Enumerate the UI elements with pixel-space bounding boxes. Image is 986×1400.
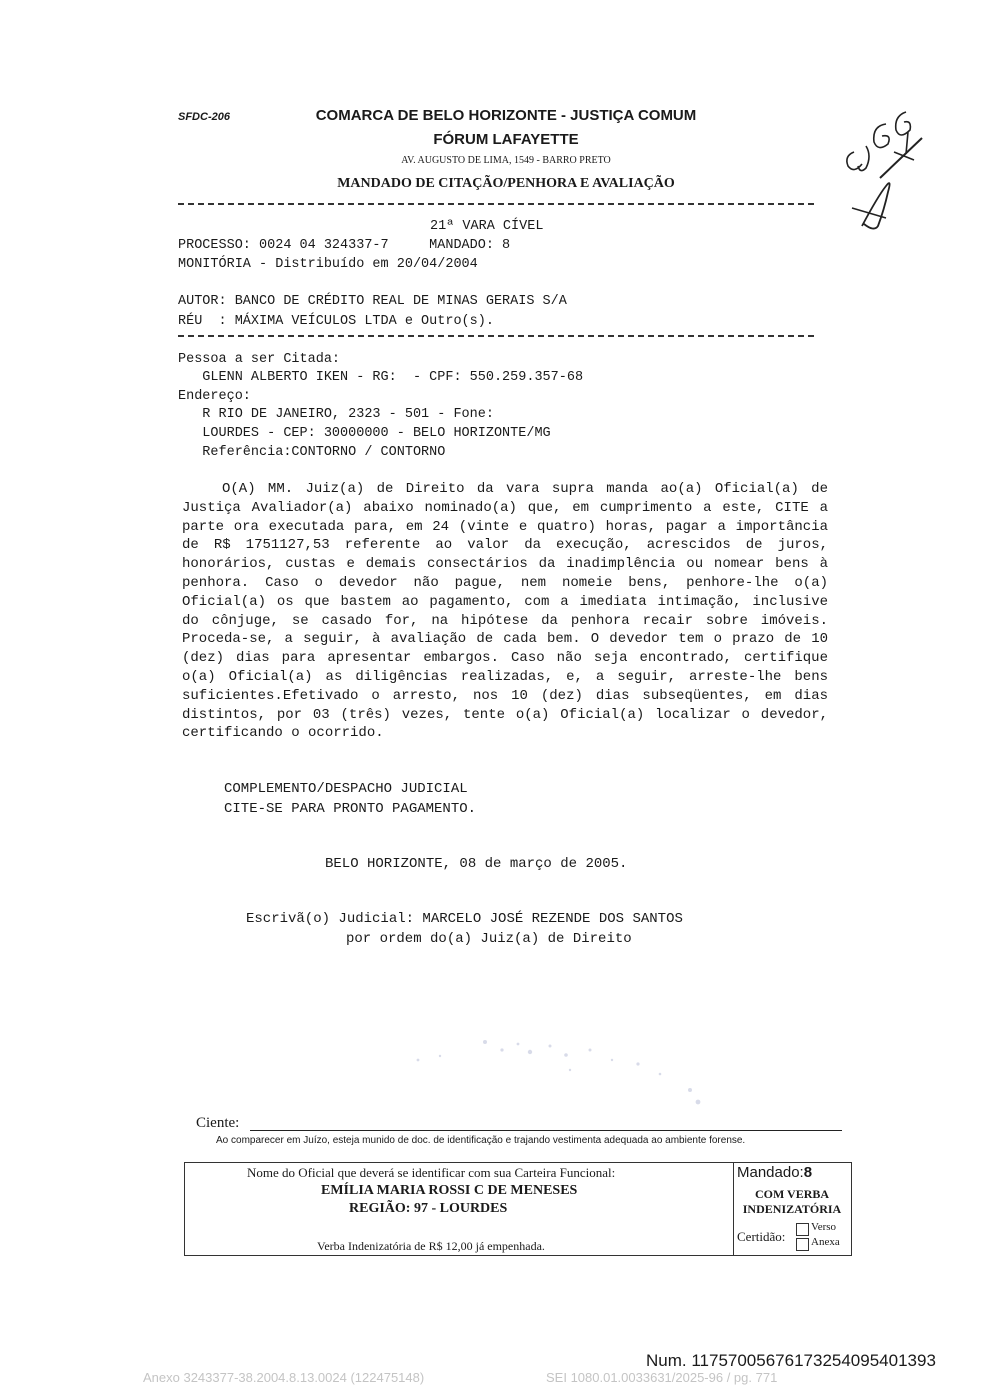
ciente-signature-line (250, 1130, 842, 1131)
mandate-paragraph: O(A) MM. Juiz(a) de Direito da vara supra manda ao(a) Oficial(a) de Justiça Avaliador(a) abaixo nominado(a) que, em cumprimento a este, CITE a parte ora executada para, em 24 (vinte e quatro) horas, pagar a importância de R$ 1751127,53 referente ao valor da execução, acrescidos de juros, honorários, custas e demais consectários da inadimplência ou nomear bens à penhora. Caso o devedor não pague, nem nomeie bens, penhore-lhe o(a) Oficial(a) os que bastem ao pagamento, com a imediata intimação, inclusive do cônjuge, se casado for, na hipótese da penhora recair sobre imóveis. Proceda-se, a seguir, à avaliação de cada bem. O devedor tem o prazo de 10 (dez) dias para apresentar embargos. Caso não seja encontrado, certifique o(a) Oficial(a) as diligências realizadas, e, a seguir, arreste-lhe bens suficientes.Efetivado o arresto, nos 10 (dez) dias subseqüentes, em dias distintos, por 03 (três) vezes, tente o(a) Oficial(a) localizar o devedor, certificando o ocorrido. (182, 481, 828, 742)
officer-box (184, 1162, 852, 1256)
footer-num: Num. 11757005676173254095401393 (646, 1351, 936, 1370)
officer-name: EMÍLIA MARIA ROSSI C DE MENESES (321, 1183, 578, 1198)
address-line-1: R RIO DE JANEIRO, 2323 - 501 - Fone: (178, 407, 494, 422)
officer-region: REGIÃO: 97 - LOURDES (349, 1201, 508, 1216)
anexa-checkbox[interactable] (796, 1238, 809, 1251)
mandado-field (737, 1164, 812, 1181)
identification-notice: Ao comparecer em Juízo, esteja munido de doc. de identificação e trajando vestimenta adequada ao ambiente forense. (216, 1135, 746, 1146)
court-name: COMARCA DE BELO HORIZONTE - JUSTIÇA COMUM (315, 107, 697, 124)
officer-label: Nome do Oficial que deverá se identificar com sua Carteira Funcional: (247, 1165, 616, 1180)
document-title: MANDADO DE CITAÇÃO/PENHORA E AVALIAÇÃO (337, 176, 675, 191)
divider (178, 335, 814, 337)
complement-label: COMPLEMENTO/DESPACHO JUDICIAL (224, 781, 468, 797)
footer-sei: SEI 1080.01.0033631/2025-96 / pg. 771 (546, 1370, 778, 1385)
footer-annex: Anexo 3243377-38.2004.8.13.0024 (122475148) (143, 1370, 425, 1385)
scan-stain (390, 1030, 720, 1110)
verba-tag: COM VERBA INDENIZATÓRIA (742, 1187, 842, 1216)
ciente-label: Ciente: (196, 1115, 240, 1131)
box-divider (733, 1163, 734, 1255)
clerk-line: Escrivã(o) Judicial: MARCELO JOSÉ REZENDE DOS SANTOS (246, 911, 683, 927)
certidao-label: Certidão: (737, 1229, 786, 1244)
process-line: PROCESSO: 0024 04 324337-7 MANDADO: 8 (178, 238, 511, 253)
verba-text: Verba Indenizatória de R$ 12,00 já empenhada. (317, 1239, 545, 1253)
handwritten-page-mark (836, 108, 936, 248)
form-code: SFDC-206 (178, 111, 230, 123)
divider (178, 203, 814, 205)
reu-line: RÉU : MÁXIMA VEÍCULOS LTDA e Outro(s). (178, 314, 494, 329)
person-name-line: GLENN ALBERTO IKEN - RG: - CPF: 550.259.357-68 (178, 370, 584, 385)
forum-address: AV. AUGUSTO DE LIMA, 1549 - BARRO PRETO (401, 155, 611, 166)
verso-label: Verso (811, 1221, 837, 1233)
mandado-number: 8 (803, 1164, 813, 1181)
person-label: Pessoa a ser Citada: (178, 352, 341, 367)
by-order-line: por ordem do(a) Juiz(a) de Direito (346, 931, 632, 947)
address-line-2: LOURDES - CEP: 30000000 - BELO HORIZONTE/MG (178, 426, 551, 441)
mandado-label: Mandado: (737, 1164, 804, 1181)
autor-line: AUTOR: BANCO DE CRÉDITO REAL DE MINAS GERAIS S/A (178, 294, 567, 309)
forum-name: FÓRUM LAFAYETTE (433, 131, 579, 148)
complement-text: CITE-SE PARA PRONTO PAGAMENTO. (224, 801, 477, 817)
vara-name: 21ª VARA CÍVEL (430, 219, 544, 234)
address-label: Endereço: (178, 389, 251, 404)
anexa-label: Anexa (811, 1236, 840, 1248)
place-date: BELO HORIZONTE, 08 de março de 2005. (325, 856, 628, 872)
verso-checkbox[interactable] (796, 1223, 809, 1236)
reference-line: Referência:CONTORNO / CONTORNO (178, 445, 446, 460)
case-type-line: MONITÓRIA - Distribuído em 20/04/2004 (178, 257, 478, 272)
